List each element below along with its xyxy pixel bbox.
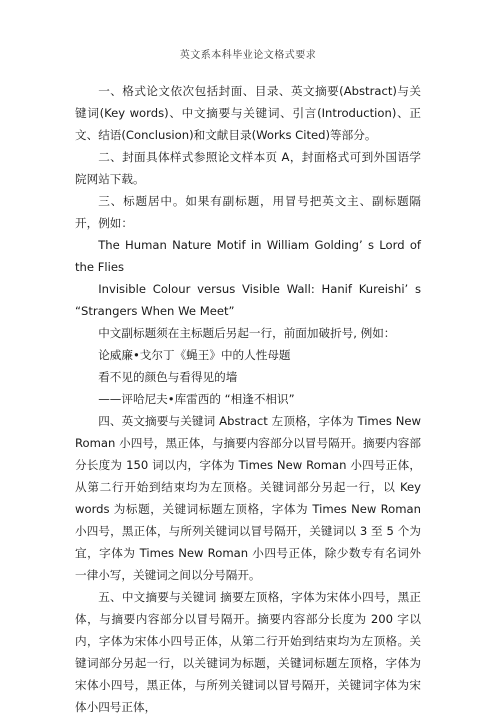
paragraph-1-format: 一、格式论文依次包括封面、目录、英文摘要(Abstract)与关键词(Key words)、中文摘要与关键词、引言(Introduction)、正文、结语(Conclusion)和文献目录(Works Cited)等部分。 [75,84,421,142]
example-title-english-1: The Human Nature Motif in William Golding’ s Lord of the Flies [75,238,421,274]
paragraph-4-english-abstract: 四、英文摘要与关键词 Abstract 左顶格，字体为 Times New Roman 小四号，黑正体，与摘要内容部分以冒号隔开。摘要内容部分长度为 150 词以内，字体为 Times New Roman 小四号正体，从第二行开始到结束均为左顶格。关键词部分另起一行，以 Key words 为标题，关键词标题左顶格，字体为 Times New Roman 小四号，黑正体，与所列关键词以冒号隔开，关键词以 3 至 5 个为宜，字体为 Times New Roman 小四号正体，除少数专有名词外一律小写，关键词之间以分号隔开。 [75,414,421,582]
example-title-chinese-2: 看不见的颜色与看得见的墙 [98,370,238,384]
paragraph-2-cover: 二、封面具体样式参照论文样本页 A，封面格式可到外国语学院网站下载。 [75,150,421,186]
example-title-chinese-1: 论威廉•戈尔丁《蝇王》中的人性母题 [98,348,291,362]
example-subtitle-chinese: ——评哈尼夫•库雷西的 “相逢不相识” [98,392,295,406]
example-title-english-2: Invisible Colour versus Visible Wall: Hanif Kureishi’ s “Strangers When We Meet” [75,282,421,318]
paragraph-3-title: 三、标题居中。如果有副标题，用冒号把英文主、副标题隔开，例如： [75,194,421,230]
chinese-subtitle-rule: 中文副标题须在主标题后另起一行，前面加破折号, 例如： [98,326,396,340]
document-body [75,80,421,718]
paragraph-5-chinese-abstract: 五、中文摘要与关键词 摘要左顶格，字体为宋体小四号，黑正体，与摘要内容部分以冒号隔开。摘要内容部分长度为 200 字以内，字体为宋体小四号正体，从第二行开始到结束均为左顶格。关键词部分另起一行，以关键词为标题，关键词标题左顶格，字体为宋体小四号，黑正体，与所列关键词以冒号隔开，关键词字体为宋体小四号正体， [75,590,421,714]
document-header: 英文系本科毕业论文格式要求 [179,50,317,61]
